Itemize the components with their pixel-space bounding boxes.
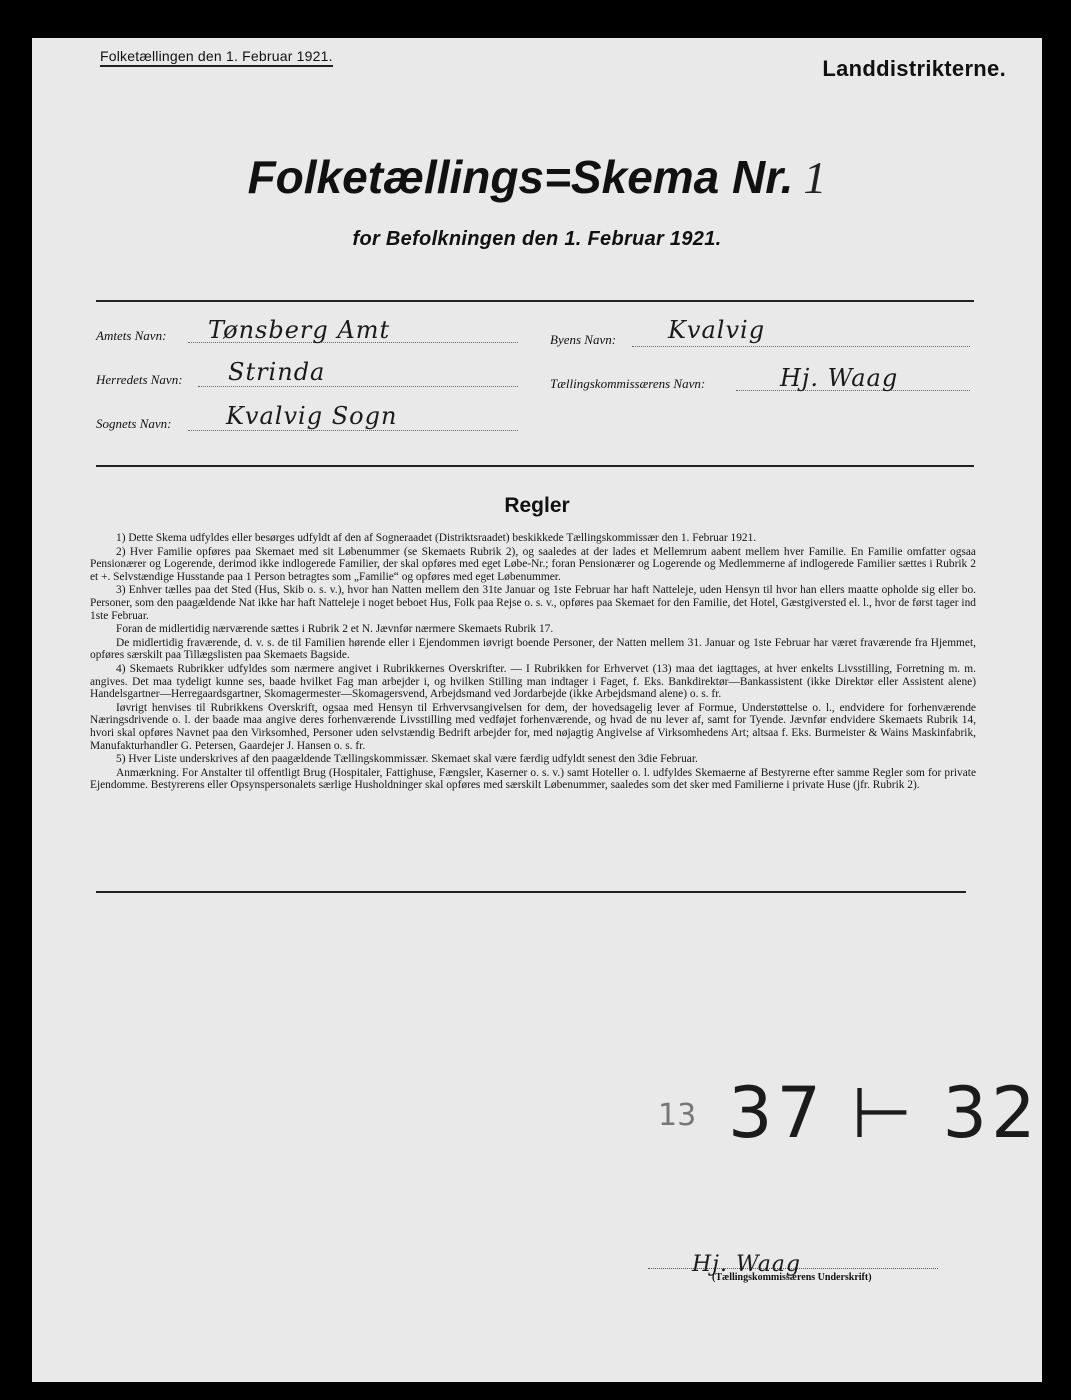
sogn-line [188, 430, 518, 431]
amt-label: Amtets Navn: [96, 328, 167, 343]
form-title-text: Folketællings=Skema Nr. [247, 151, 794, 203]
top-divider [96, 300, 974, 302]
rules-text [90, 532, 976, 793]
form-subtitle: for Befolkningen den 1. Februar 1921. [352, 228, 722, 250]
district-type-header: Landdistrikterne. [822, 56, 1006, 81]
form-number: 1 [803, 152, 827, 203]
rule-3-note-nearby: Foran de midlertidig nærværende sættes i Rubrik 2 et N. Jævnfør nærmere Skemaets Rubrik 17. [116, 623, 554, 636]
handwritten-page-number: 37 ⊢ 32 [728, 1072, 1040, 1154]
form-title [32, 150, 1042, 204]
kommissaer-label: Tællingskommissærens Navn: [550, 376, 706, 391]
herred-label: Herredets Navn: [96, 372, 183, 387]
signature: Hj. Waag [692, 1252, 802, 1277]
rules-bottom-divider [96, 891, 966, 893]
rule-annotation: Anmærkning. For Anstalter til offentligt Brug (Hospitaler, Fattighuse, Fængsler, Kaserner o. s. v.) samt Hoteller o. l. udfyldes Skemaerne af Bestyrerne efter samme Regler som for private Ejendomme. Bestyrerens eller Opsynspersonalets særlige Husholdninger skal opføres med særskilt Løbenummer, saaledes som det sker med Familierne i private Huse (jfr. Rubrik 2). [90, 766, 976, 792]
rule-3: 3) Enhver tælles paa det Sted (Hus, Skib o. s. v.), hvor han Natten mellem den 31te Januar og 1ste Februar har haft Natteleje, uden Hensyn til hvor han ellers maatte opholde sig eller bo. Personer, som den paagældende Nat ikke har haft Natteleje i noget beboet Hus, Folk paa Rejse o. s. v., opføres paa Skemaet for den Familie, det Hotel, Gæstgiversted el. l., hvor de først tager ind 1ste Februar. [90, 584, 976, 622]
herred-line [198, 386, 518, 387]
by-value: Kvalvig [668, 316, 766, 344]
sogn-value: Kvalvig Sogn [226, 402, 398, 430]
rule-1: 1) Dette Skema udfyldes eller besørges udfyldt af den af Sogneraadet (Distriktsraadet) beskikkede Tællingskommissær den 1. Februar 1921. [116, 532, 757, 544]
amt-value: Tønsberg Amt [208, 316, 391, 344]
herred-value: Strinda [228, 358, 326, 386]
small-handwritten-mark: 13 [658, 1098, 697, 1133]
rule-3-note-absent: De midlertidig fraværende, d. v. s. de til Familien hørende eller i Ejendommen iøvrigt boende Personer, der Natten mellem 31. Januar og 1ste Februar har været fraværende fra Hjemmet, opføres særskilt paa Tillægslisten paa Skemaets Bagside. [90, 636, 976, 662]
signature-caption: (Tællingskommissærens Underskrift) [712, 1272, 872, 1283]
census-date-header: Folketællingen den 1. Februar 1921. [100, 48, 333, 67]
sogn-label: Sognets Navn: [96, 416, 172, 431]
rules-heading: Regler [504, 494, 570, 517]
rule-2: 2) Hver Familie opføres paa Skemaet med sit Løbenummer (se Skemaets Rubrik 2), og saaledes at der lades et Mellemrum aabent mellem hver Familie. En Familie omfatter ogsaa Pensionærer og Logerende, derimod ikke indlogerede Familier, der skal opføres med eget Løbe-Nr.; foran Pensionærer og Logerende og Medlemmerne af indlogerede Familier sættes i Rubrik 2 et +. Selvstændige Husstande paa 1 Person betragtes som „Familie“ og opføres med eget Løbenummer. [90, 545, 976, 583]
by-label: Byens Navn: [550, 332, 617, 347]
kommissaer-value: Hj. Waag [780, 364, 899, 392]
fields-bottom-divider [96, 465, 974, 467]
census-form-page [32, 38, 1042, 1382]
by-line [632, 346, 970, 347]
rule-4-note: Iøvrigt henvises til Rubrikkens Overskrift, ogsaa med Hensyn til Erhvervsangivelsen for dem, der hovedsagelig lever af Formue, Understøttelse o. l., endvidere for forhenværende Næringsdrivende o. l. der baade maa angive deres forhenværende Livsstilling med vedføjet forhenværende, og hvad de nu lever af, samt for Tyende. Jævnfør endvidere Skemaets Rubrik 14, hvori skal opføres Navnet paa den Virksomhed, Personer uden selvstændig Bedrift arbejder for, med nøjagtig Angivelse af Virksomhedens Art; altsaa f. Eks. Burmeister & Wains Maskinfabrik, Manufakturhandler G. Petersen, Gaardejer J. Hansen o. s. fr. [90, 701, 976, 752]
rule-4: 4) Skemaets Rubrikker udfyldes som nærmere angivet i Rubrikkernes Overskrifter. — I Rubrikken for Erhvervet (13) maa det iagttages, at hver enkelts Livsstilling, Forretning m. m. angives. Det maa tydeligt kunne ses, baade hvilket Fag man arbejder i, og hvilken Stilling man indtager i Faget, f. Eks. Bankdirektør—Bankassistent (ikke Direktør eller Assistent alene) Handelsgartner—Herregaardsgartner, Skomagermester—Skomagersvend, Arbejdsmand ved Jordarbejde (ikke Arbejdsmand alene) o. s. fr. [90, 662, 976, 701]
rule-5: 5) Hver Liste underskrives af den paagældende Tællingskommissær. Skemaet skal være færdig udfyldt senest den 3die Februar. [116, 753, 698, 766]
